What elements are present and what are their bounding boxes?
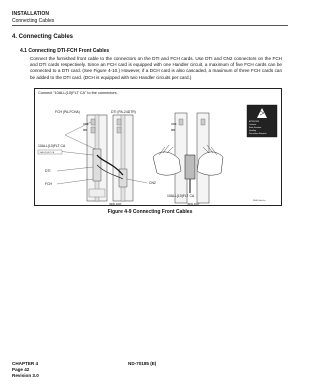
- warning-line-1: Contents: [249, 124, 257, 126]
- label-bottom-right: ISDN DCP: [187, 203, 200, 206]
- footer-chapter: CHAPTER 4: [12, 361, 39, 366]
- header-rule: [12, 25, 288, 26]
- header-section-subtitle: Connecting Cables: [12, 17, 55, 24]
- label-dti-connector: DTI: [45, 169, 51, 173]
- figure-caption: Figure 4-9 Connecting Front Cables: [107, 209, 193, 215]
- label-map-right: MB: [171, 129, 175, 132]
- subsection-title: 4.1 Connecting DTI-FCH Front Cables: [20, 48, 110, 54]
- label-fch-card: FCH (PA-FCHA): [55, 110, 80, 114]
- label-cn2-connector: CN2: [149, 181, 156, 185]
- figure-box: [34, 88, 282, 206]
- body-paragraph: Connect the furnished front cable to the connectors on the DTI and FCH cards. Use DTI and CN2 connectors on the FCH and DTI cards respectively. Since an FCH card is equipped with one Handler circuit, a maximum of five FCH cards can be connected to a DTI card. (See Figure 4-10.) However, if a DCH card is also cascaded, a maximum of three FCH cards can be added to the DTI card. (DCH is equipped with two Handler circuits per card.): [30, 56, 282, 80]
- fch-card-assembly: [87, 115, 107, 201]
- figure-instruction: Connect "10ALL(10)FLT CA" to the connectors.: [38, 91, 118, 95]
- footer-revision: Revision 3.0: [12, 373, 39, 378]
- label-cable-tag: 10ALL(10)FLT CA: [39, 152, 54, 154]
- header-chapter-title: INSTALLATION: [12, 11, 50, 17]
- warning-title: ATTENTION: [249, 121, 260, 123]
- cable-diagram: [35, 89, 282, 206]
- label-opc-right: OPE: [171, 123, 177, 126]
- cable-connector: [185, 155, 195, 179]
- footer-doc-number: ND-70185 (E): [128, 361, 157, 366]
- label-figure-id: NDA-Cable-0xx: [253, 200, 266, 202]
- label-map-left: MB: [83, 129, 87, 132]
- label-cable-right: 10ALL(10)FLT CA: [167, 194, 195, 198]
- warning-line-4: Precautions Required: [249, 133, 267, 135]
- label-fch-connector: FCH: [45, 182, 52, 186]
- footer-page: Page 42: [12, 367, 30, 372]
- label-bottom-left: ISDN DCP: [109, 203, 122, 206]
- label-dti-card: DTI (PA-24DTR): [111, 110, 136, 114]
- label-opc-left: OPE: [83, 123, 89, 126]
- section-title: 4. Connecting Cables: [12, 34, 74, 40]
- label-cable-left: 10ALL(10)FLT CA: [38, 144, 66, 148]
- warning-line-2: Static Sensitive: [249, 127, 262, 129]
- dti-card-assembly: [113, 115, 133, 201]
- warning-line-3: Handling: [249, 130, 257, 132]
